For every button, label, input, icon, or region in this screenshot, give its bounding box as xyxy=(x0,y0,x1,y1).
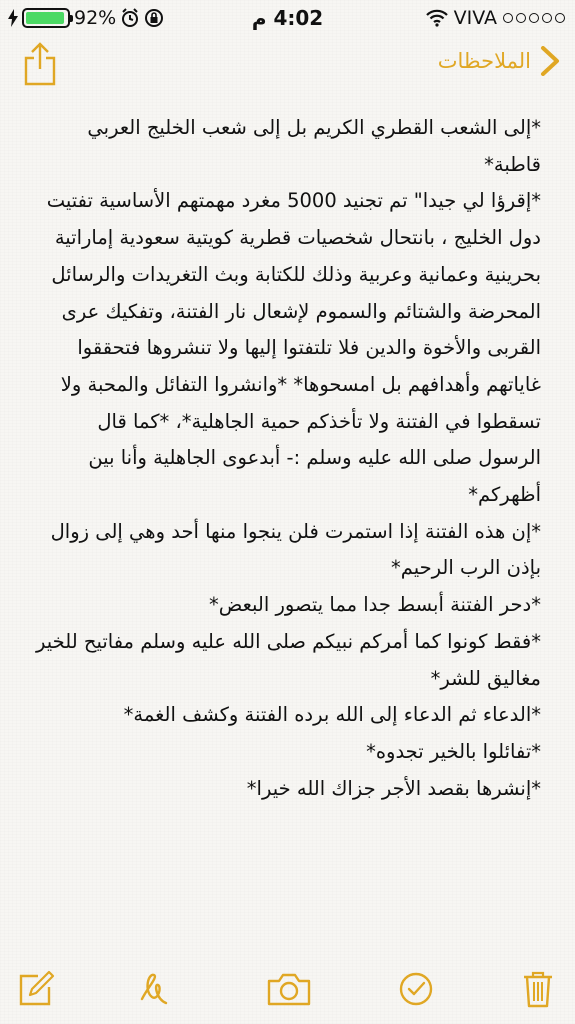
note-line: *دحر الفتنة أبسط جدا مما يتصور البعض* xyxy=(208,593,541,617)
status-bar xyxy=(0,0,575,36)
battery-percent: 92% xyxy=(74,7,117,29)
sketch-button[interactable] xyxy=(134,969,174,1009)
note-line: *إنشرها بقصد الأجر جزاك الله خيرا* xyxy=(246,776,541,800)
note-line: *تفائلوا بالخير تجدوه* xyxy=(366,739,541,763)
compose-button[interactable] xyxy=(16,969,56,1009)
note-line: *إلى الشعب القطري الكريم بل إلى شعب الخليج العربي قاطبة* xyxy=(87,116,541,176)
camera-button[interactable] xyxy=(266,969,312,1009)
note-line: *الدعاء ثم الدعاء إلى الله برده الفتنة وكشف الغمة* xyxy=(123,703,541,727)
note-line: *إن هذه الفتنة إذا استمرت فلن ينجوا منها أحد وهي إلى زوال بإذن الرب الرحيم* xyxy=(50,519,541,580)
camera-icon xyxy=(266,969,312,1009)
back-button[interactable] xyxy=(438,46,561,76)
chevron-right-icon xyxy=(539,46,561,76)
note-text[interactable] xyxy=(36,110,541,807)
trash-icon xyxy=(518,969,558,1009)
share-icon xyxy=(22,42,58,86)
share-button[interactable] xyxy=(22,42,58,86)
sketch-icon xyxy=(134,969,174,1009)
trash-button[interactable] xyxy=(518,969,558,1009)
note-line: *فقط كونوا كما أمركم نبيكم صلى الله عليه وسلم مفاتيح للخير مغاليق للشر* xyxy=(36,629,541,690)
status-time: 4:02 م xyxy=(251,6,324,30)
compose-icon xyxy=(16,969,56,1009)
status-right xyxy=(426,7,565,29)
nav-bar xyxy=(0,36,575,96)
back-label: الملاحظات xyxy=(437,49,531,73)
bottom-toolbar xyxy=(0,954,575,1024)
carrier-name: VIVA xyxy=(453,7,497,29)
checklist-button[interactable] xyxy=(396,969,436,1009)
checklist-icon xyxy=(396,969,436,1009)
wifi-icon xyxy=(426,9,448,27)
note-line: *إقرؤا لي جيدا" تم تجنيد 5000 مغرد مهمتهم الأساسية تفتيت دول الخليج ، بانتحال شخصيات قطرية كويتية سعودية إماراتية بحرينية وعمانية وعربية وذلك للكتابة وبث التغريدات والرسائل المحرضة والشتائم والسموم لإشعال نار الفتنة، وتفكيك عرى القربى والأخوة والدين فلا تلتفتوا إليها ولا تنشروها فتحققوا غاياتهم وأهدافهم بل امسحوها* *وانشروا التفائل والمحبة ولا تسقطوا في الفتنة ولا تأخذكم حمية الجاهلية*، *كما قال الرسول صلى الله عليه وسلم :- أبدعوى الجاهلية وأنا بين أظهركم* xyxy=(46,189,541,507)
signal-dots-icon xyxy=(503,13,565,23)
